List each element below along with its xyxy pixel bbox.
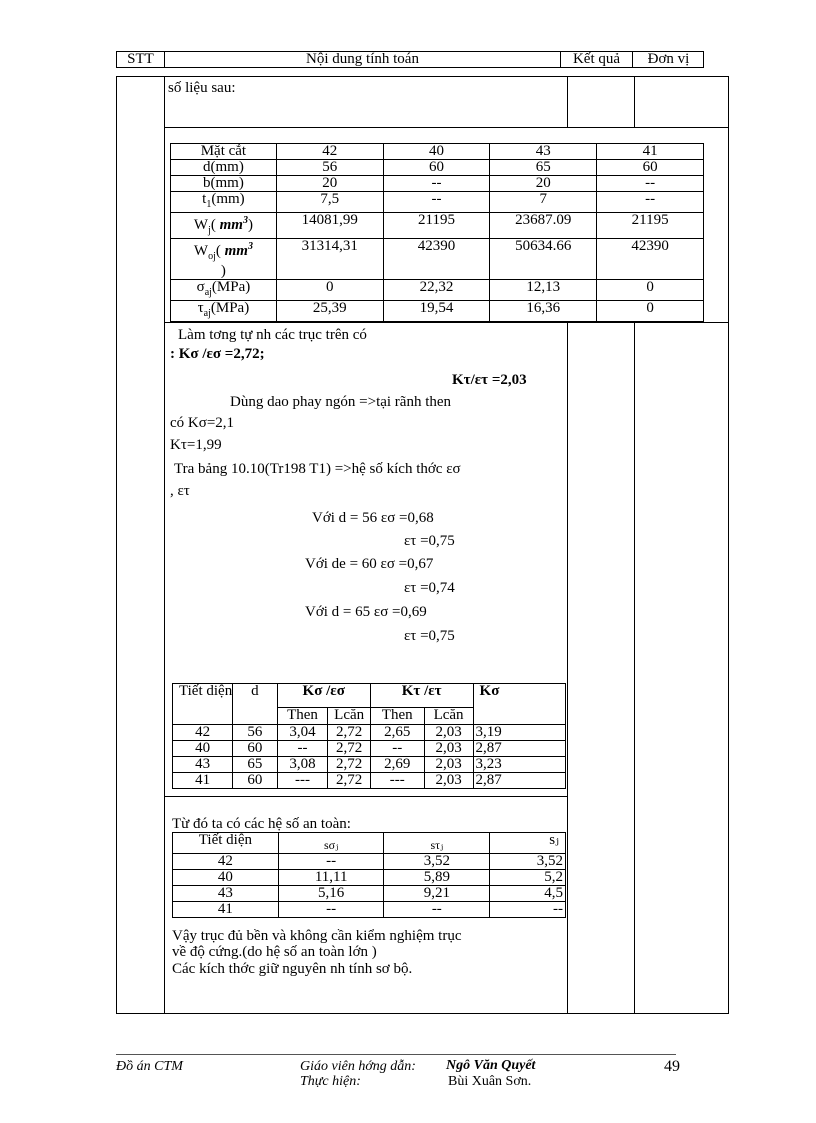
table-row: 43 65 3,08 2,72 2,69 2,03 3,23 — [173, 757, 566, 773]
conclusion-line: Các kích thớc giữ nguyên nh tính sơ bộ. — [172, 961, 413, 977]
header-stt: STT — [127, 51, 154, 67]
footer-left: Đồ án CTM — [116, 1059, 183, 1074]
conclusion-line: về độ cứng.(do hệ số an toàn lớn ) — [172, 944, 377, 960]
table-row: Mặt cắt 42 40 43 41 — [171, 144, 704, 160]
conclusion-line: Vậy trục đủ bền và không cần kiểm nghiệm trục — [172, 928, 462, 944]
footer-teacher: Ngô Văn Quyết — [446, 1058, 536, 1073]
text-line: Với d = 56 εσ =0,68 — [312, 510, 434, 526]
text-line: , ετ — [170, 483, 190, 499]
table-row: 42 -- 3,52 3,52 — [173, 854, 566, 870]
text-line: Kτ=1,99 — [170, 437, 222, 453]
safety-table — [172, 832, 566, 918]
table-row: 42 56 3,04 2,72 2,65 2,03 3,19 — [173, 725, 566, 741]
section-table — [170, 143, 704, 322]
table-header: Tiết diện sσⱼ sτⱼ sⱼ — [173, 833, 566, 854]
text-line: có Kσ=2,1 — [170, 415, 235, 431]
text-line: Tra bảng 10.10(Tr198 T1) =>hệ số kích thớc εσ — [174, 461, 461, 477]
table-row: 40 60 -- 2,72 -- 2,03 2,87 — [173, 741, 566, 757]
footer-exec-label: Thực hiện: — [300, 1074, 361, 1089]
text-line: ετ =0,74 — [404, 580, 455, 596]
header-unit: Đơn vị — [647, 51, 690, 67]
table-row: $t_1(mm)$ 7,5 -- 7 -- — [171, 192, 704, 213]
table-row: $W_{oj}$( $mm^3$ ) 31314,31 42390 50634.66 42390 — [171, 239, 704, 280]
table-row: $\sigma_{aj}(MPa)$ 0 22,32 12,13 0 — [171, 280, 704, 301]
text-line: ετ =0,75 — [404, 628, 455, 644]
table-row: $\tau_{aj}(MPa)$ 25,39 19,54 16,36 0 — [171, 301, 704, 322]
safety-title: Từ đó ta có các hệ số an toàn: — [172, 816, 351, 832]
table-row: 41 60 --- 2,72 --- 2,03 2,87 — [173, 773, 566, 789]
table-row: 40 11,11 5,89 5,2 — [173, 870, 566, 886]
table-row: b(mm) 20 -- 20 -- — [171, 176, 704, 192]
header-content: Nội dung tính toán — [306, 51, 419, 67]
ratio-kt: Kτ/ετ =2,03 — [452, 372, 527, 388]
text-line: Với de = 60 εσ =0,67 — [305, 556, 434, 572]
text-line: Với d = 65 εσ =0,69 — [305, 604, 427, 620]
table-row: 41 -- -- -- — [173, 902, 566, 918]
stress-factor-table — [172, 683, 566, 789]
table-header: Tiết diện d Kσ /εσ Kτ /ετ Kσ — [173, 684, 566, 708]
text-line: Làm tơng tự nh các trục trên có — [178, 327, 367, 343]
ratio-ks: : Kσ /εσ =2,72; — [170, 346, 265, 362]
text-line: ετ =0,75 — [404, 533, 455, 549]
footer-teacher-label: Giáo viên hớng dẫn: — [300, 1059, 416, 1074]
page-number: 49 — [664, 1058, 680, 1075]
table-row: d(mm) 56 60 65 60 — [171, 160, 704, 176]
table-subheader: Then Lcăn Then Lcăn — [173, 708, 566, 725]
table-row: $W_j$( $mm^3$) 14081,99 21195 23687.09 21195 — [171, 213, 704, 239]
footer-exec: Bùi Xuân Sơn. — [448, 1074, 532, 1089]
footer-rule — [116, 1054, 676, 1055]
table-row: 43 5,16 9,21 4,5 — [173, 886, 566, 902]
header-result: Kết quả — [572, 51, 621, 67]
intro-text: số liệu sau: — [168, 80, 236, 96]
text-line: Dùng dao phay ngón =>tại rãnh then — [230, 394, 452, 410]
